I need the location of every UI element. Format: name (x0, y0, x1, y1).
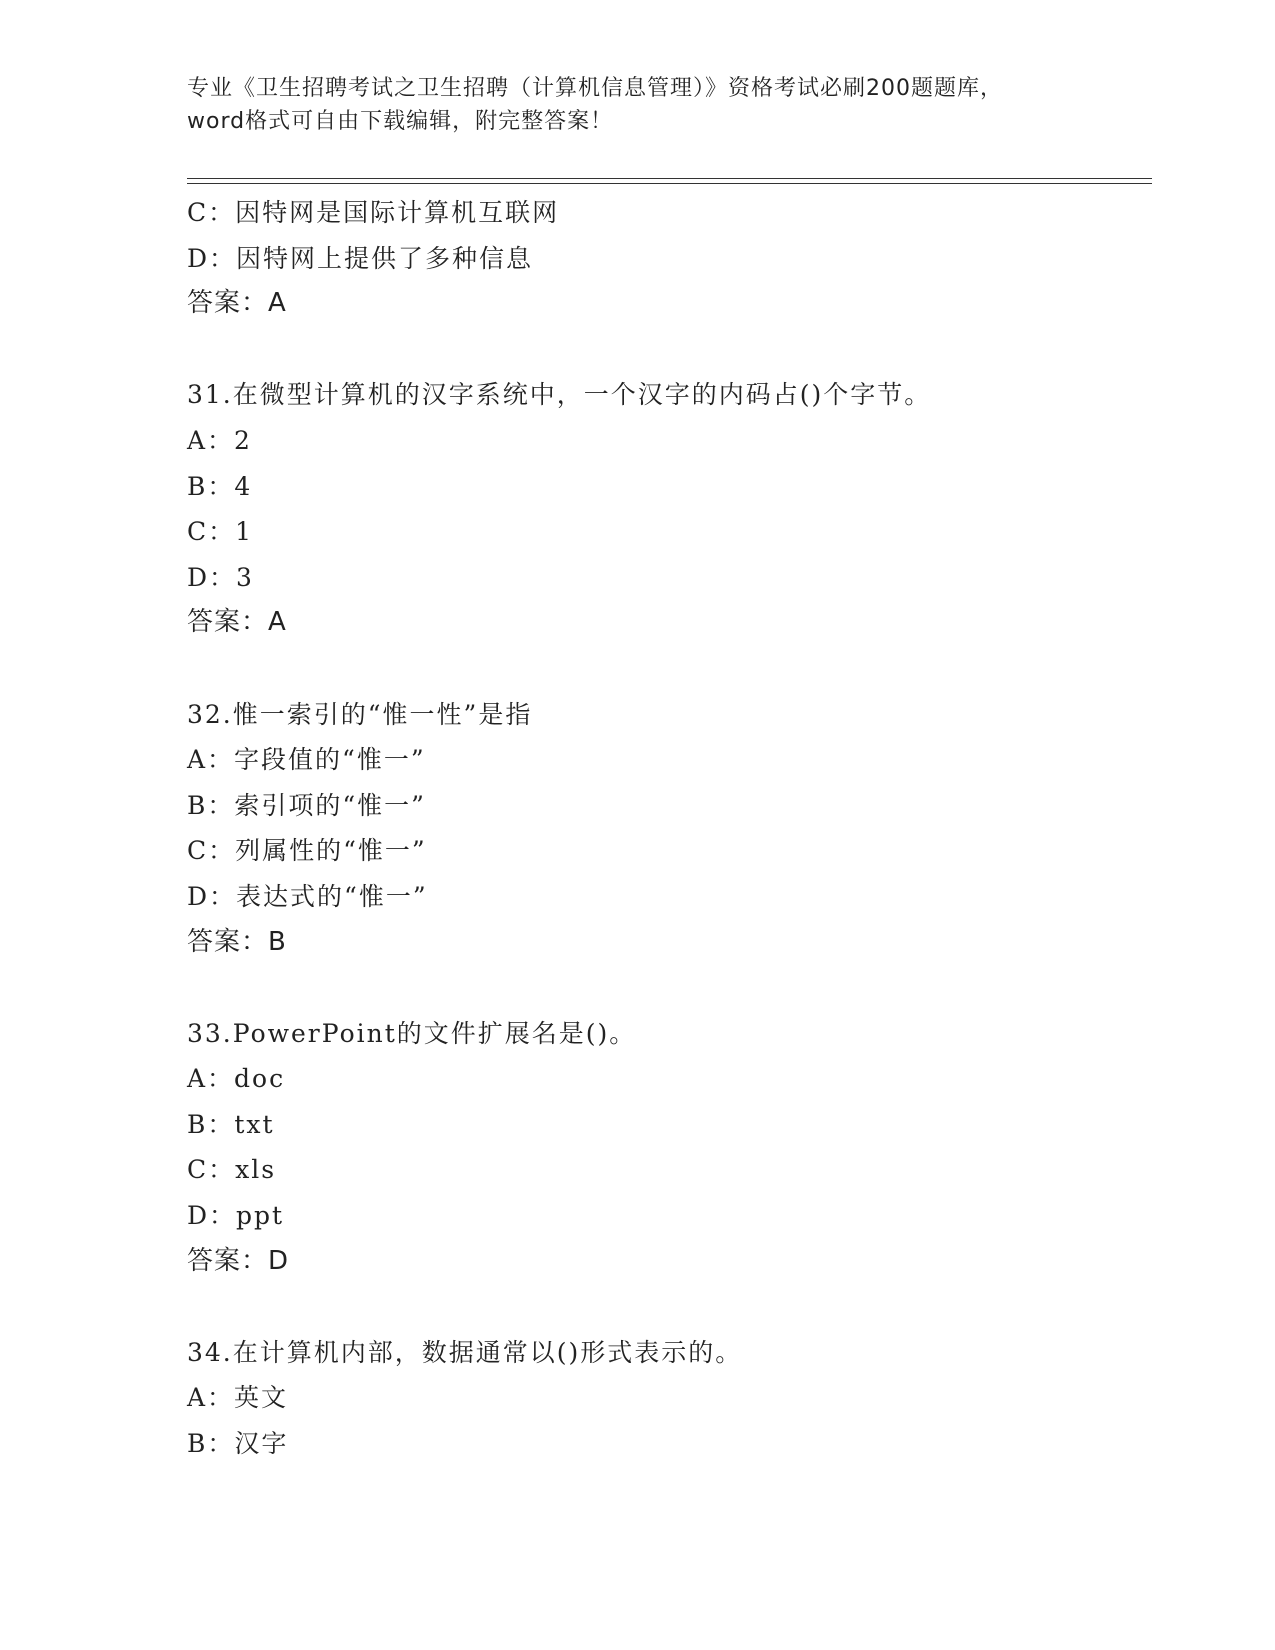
question-stem: 34.在计算机内部，数据通常以()形式表示的。 (187, 1337, 743, 1367)
answer-label: 答案：A (187, 288, 287, 319)
spacer (187, 646, 1137, 692)
option-c: C：因特网是国际计算机互联网 (187, 198, 560, 227)
option-c: C：1 (187, 517, 254, 547)
option-b: B：4 (187, 471, 253, 501)
document-header (187, 72, 1087, 138)
option-d: D：表达式的“惟一” (187, 881, 428, 911)
option-d: D：ppt (187, 1201, 285, 1231)
question-stem: 32.惟一索引的“惟一性”是指 (187, 699, 533, 729)
spacer (187, 1284, 1137, 1330)
question-34 (187, 1330, 1137, 1467)
answer-label: 答案：D (187, 1245, 290, 1276)
option-b: B：索引项的“惟一” (187, 790, 426, 820)
option-c: C：列属性的“惟一” (187, 836, 427, 866)
header-rule-top (187, 178, 1152, 179)
question-31 (187, 372, 1137, 646)
header-line-2: word格式可自由下载编辑，附完整答案！ (187, 109, 614, 134)
question-stem: 31.在微型计算机的汉字系统中，一个汉字的内码占()个字节。 (187, 380, 932, 410)
option-b: B：汉字 (187, 1429, 289, 1459)
option-b: B：txt (187, 1109, 275, 1139)
answer-label: 答案：A (187, 607, 287, 638)
spacer (187, 327, 1137, 373)
option-a: A：2 (187, 425, 252, 455)
answer-label: 答案：B (187, 926, 287, 957)
question-30-continued (187, 190, 1137, 327)
question-33 (187, 1011, 1137, 1285)
option-a: A：doc (187, 1064, 286, 1094)
question-stem: 33.PowerPoint的文件扩展名是()。 (187, 1018, 637, 1048)
spacer (187, 965, 1137, 1011)
question-list (187, 190, 1137, 1467)
header-rule-bottom (187, 183, 1152, 184)
question-32 (187, 692, 1137, 966)
option-c: C：xls (187, 1155, 277, 1185)
option-d: D：3 (187, 562, 254, 592)
option-a: A：英文 (187, 1383, 289, 1413)
option-d: D：因特网上提供了多种信息 (187, 243, 534, 273)
option-a: A：字段值的“惟一” (187, 745, 426, 775)
header-line-1: 专业《卫生招聘考试之卫生招聘（计算机信息管理）》资格考试必刷200题题库， (187, 76, 1003, 101)
